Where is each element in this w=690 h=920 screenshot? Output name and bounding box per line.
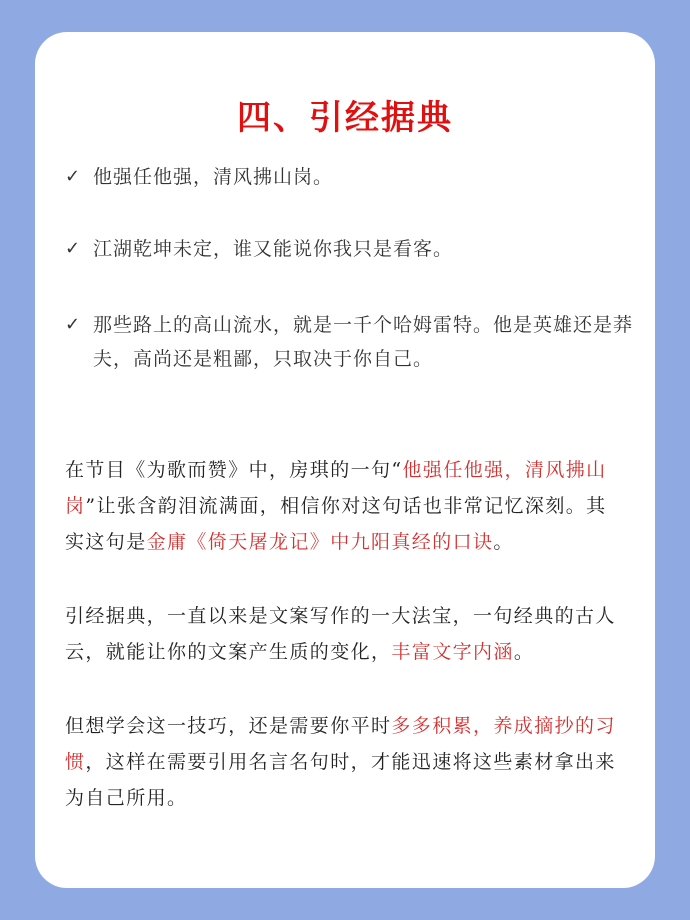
highlight-text: 金庸《倚天屠龙记》中九阳真经的口诀 (146, 531, 494, 553)
highlight-text: 多多积累，养成摘抄的习惯 (65, 715, 616, 773)
highlight-text: 他强任他强，清风拂山岗 (65, 459, 607, 517)
checklist-item (65, 232, 635, 266)
paragraph-text: 引经据典，一直以来是文案写作的一大法宝，一句经典的古人云，就能让你的文案产生质的变化， (65, 605, 616, 663)
checklist-item (65, 308, 635, 376)
paragraph (65, 452, 625, 560)
paragraph (65, 598, 625, 670)
checklist-item-text: 那些路上的高山流水，就是一千个哈姆雷特。他是英雄还是莽夫，高尚还是粗鄙，只取决于你自己。 (93, 314, 634, 370)
paragraph (65, 708, 625, 816)
paragraph-text: 在节目《为歌而赞》中，房琪的一句“ (65, 459, 403, 481)
checkmark-icon: ✓ (65, 314, 82, 335)
checkmark-icon: ✓ (65, 166, 82, 187)
paragraph-text: ”让张含韵泪流满面，相信你对这句话也非常记忆深刻。其实这句是 (65, 495, 607, 553)
highlight-text: 丰富文字内涵 (391, 641, 514, 663)
paragraph-text: 。 (493, 531, 514, 553)
checkmark-icon: ✓ (65, 238, 82, 259)
content-card (35, 32, 655, 888)
checklist-item-text: 他强任他强，清风拂山岗。 (93, 166, 334, 188)
paragraph-text: ，这样在需要引用名言名句时，才能迅速将这些素材拿出来为自己所用。 (65, 751, 616, 809)
paragraph-text: 。 (513, 641, 535, 663)
page-title: 四、引经据典 (237, 98, 453, 138)
checklist-item (65, 160, 635, 194)
paragraph-text: 但想学会这一技巧，还是需要你平时 (65, 715, 392, 737)
checklist-item-text: 江湖乾坤未定，谁又能说你我只是看客。 (93, 238, 454, 260)
